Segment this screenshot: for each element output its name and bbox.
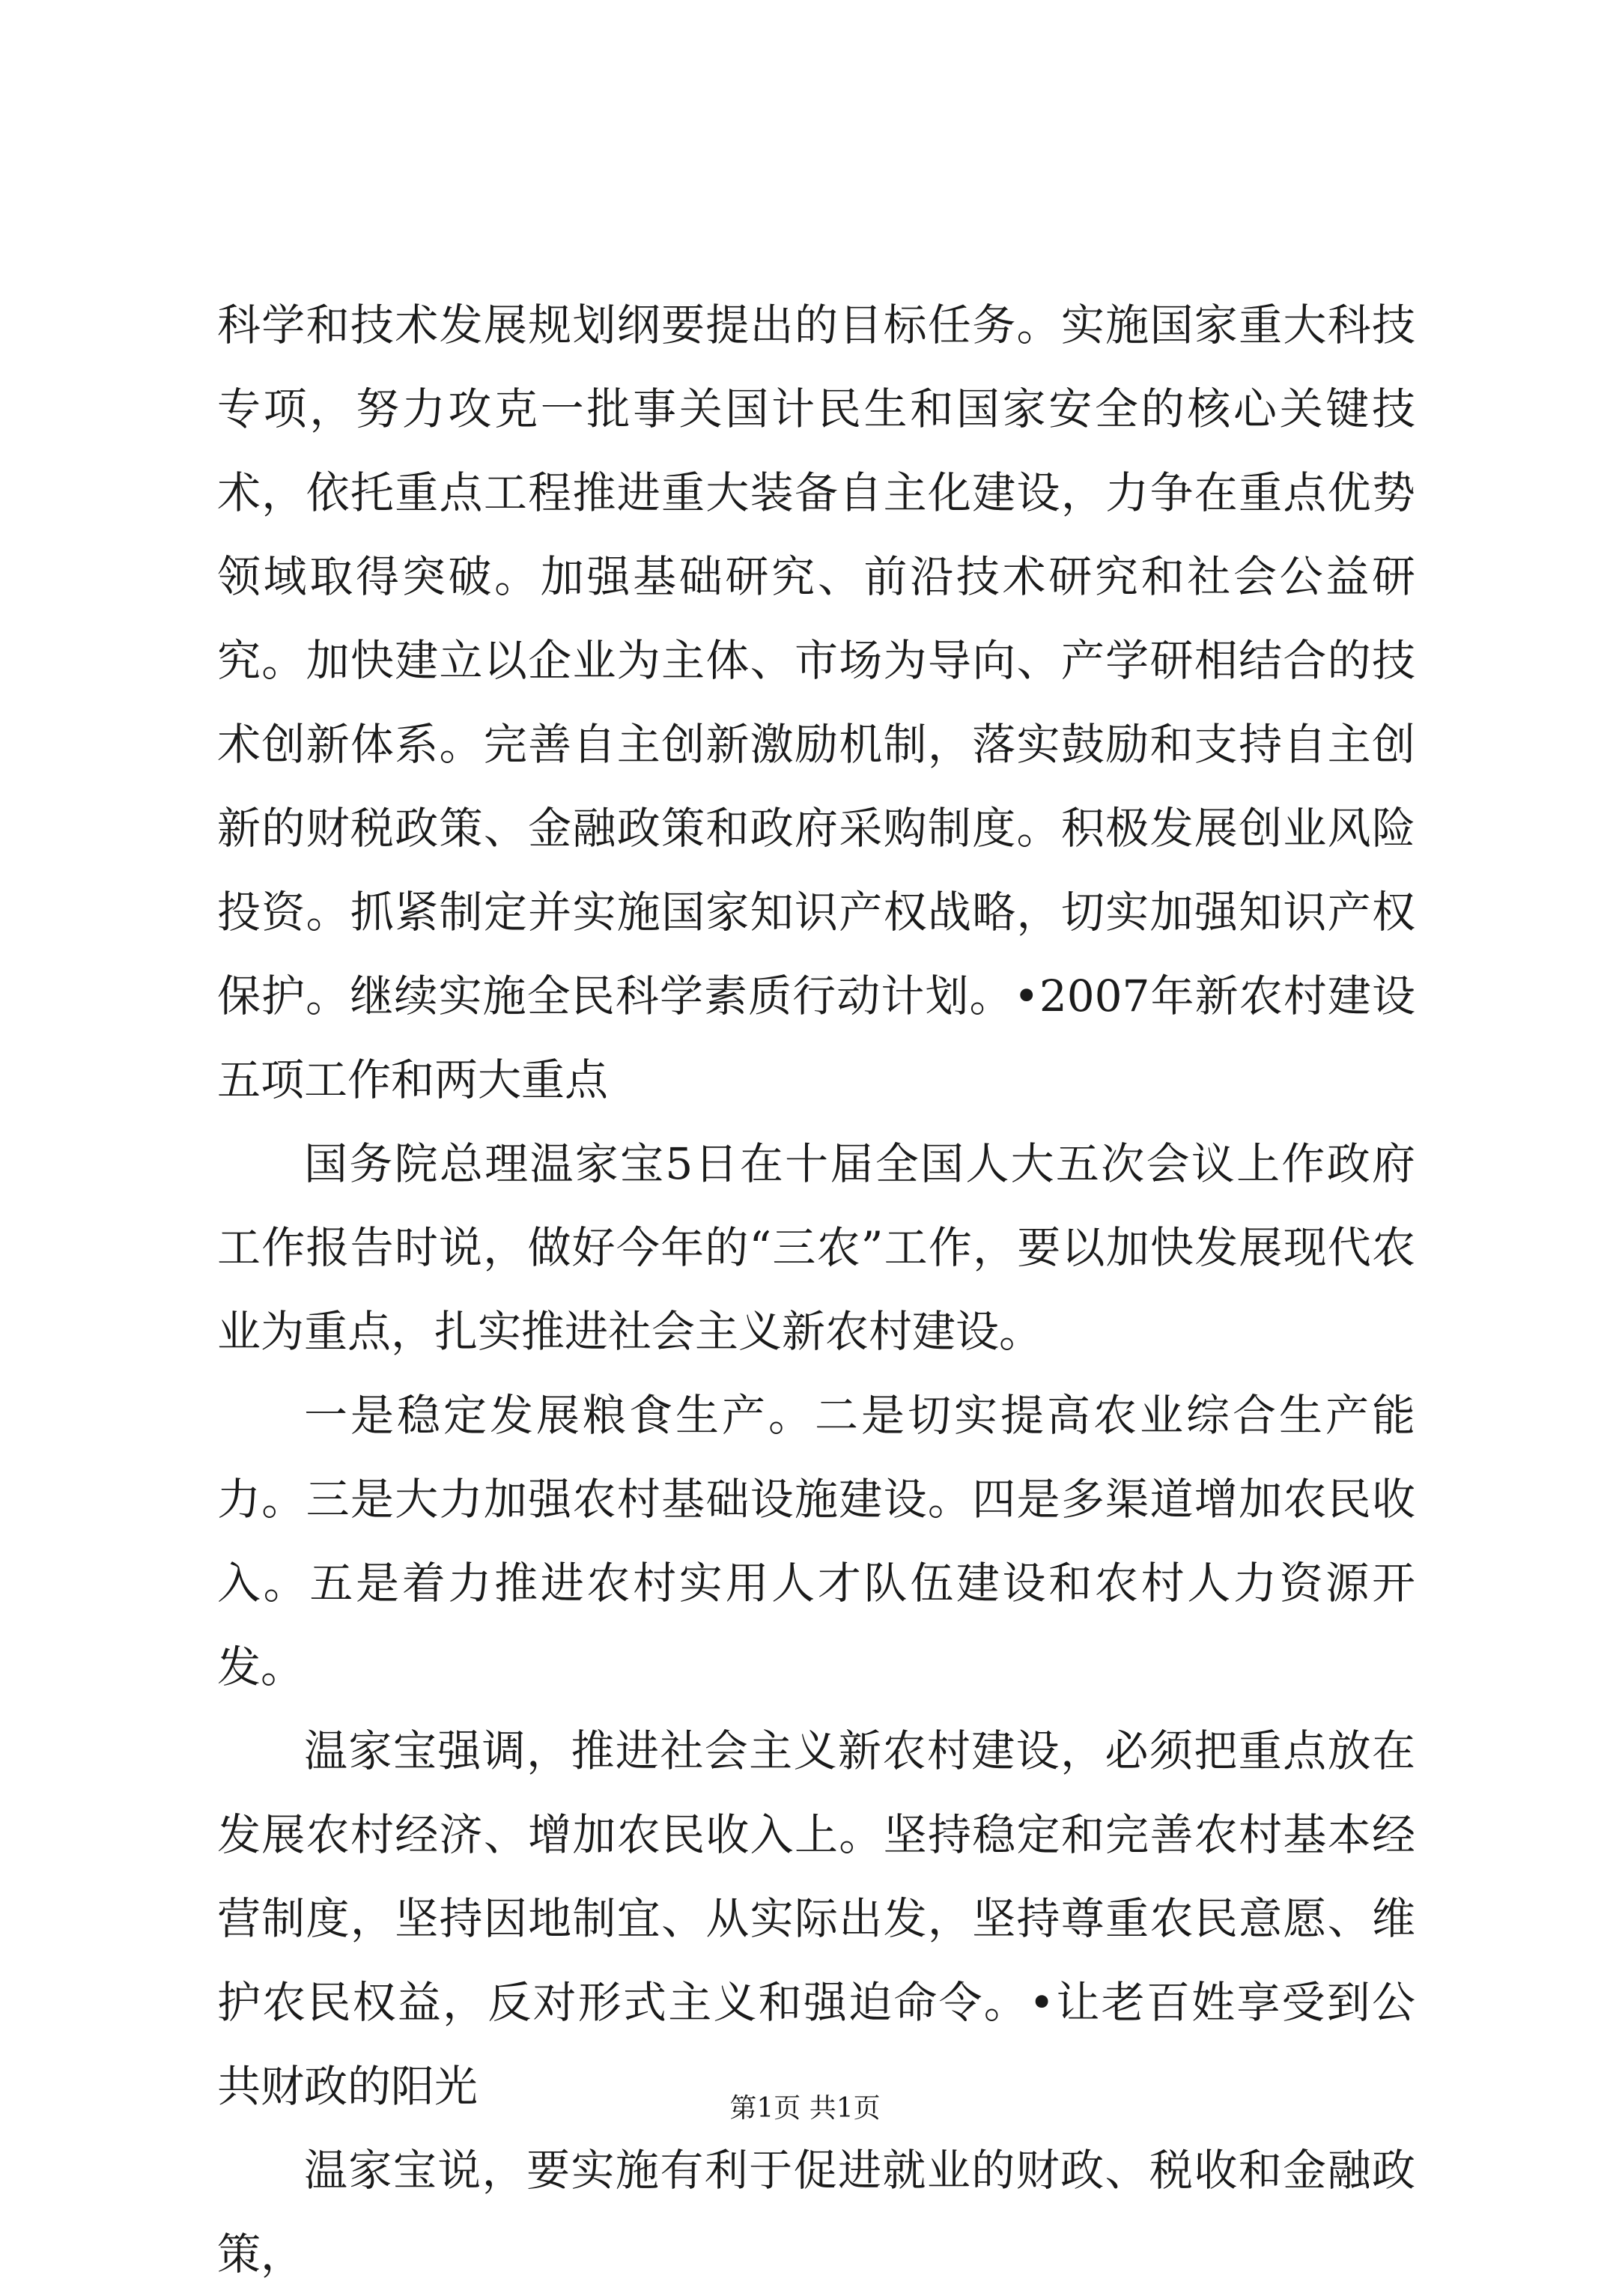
document-body <box>217 283 1415 2296</box>
page-footer: 第1页 共1页 <box>729 2093 881 2124</box>
paragraph-1: 科学和技术发展规划纲要提出的目标任务。实施国家重大科技专项，努力攻克一批事关国计民生和国家安全的核心关键技术，依托重点工程推进重大装备自主化建设，力争在重点优势领域取得突破。加强基础研究、前沿技术研究和社会公益研究。加快建立以企业为主体、市场为导向、产学研相结合的技术创新体系。完善自主创新激励机制，落实鼓励和支持自主创新的财税政策、金融政策和政府采购制度。积极发展创业风险投资。抓紧制定并实施国家知识产权战略，切实加强知识产权保护。继续实施全民科学素质行动计划。•2007年新农村建设五项工作和两大重点 <box>217 300 1415 1105</box>
paragraph-2: 国务院总理温家宝5日在十届全国人大五次会议上作政府工作报告时说，做好今年的“三农”工作，要以加快发展现代农业为重点，扎实推进社会主义新农村建设。 <box>217 1138 1415 1357</box>
paragraph-3: 一是稳定发展粮食生产。二是切实提高农业综合生产能力。三是大力加强农村基础设施建设。四是多渠道增加农民收入。五是着力推进农村实用人才队伍建设和农村人力资源开发。 <box>217 1390 1415 1692</box>
paragraph-5: 温家宝说，要实施有利于促进就业的财政、税收和金融政策， <box>217 2145 1415 2280</box>
paragraph-4: 温家宝强调，推进社会主义新农村建设，必须把重点放在发展农村经济、增加农民收入上。坚持稳定和完善农村基本经营制度，坚持因地制宜、从实际出发，坚持尊重农民意愿、维护农民权益，反对形式主义和强迫命令。•让老百姓享受到公共财政的阳光 <box>217 1725 1415 2112</box>
